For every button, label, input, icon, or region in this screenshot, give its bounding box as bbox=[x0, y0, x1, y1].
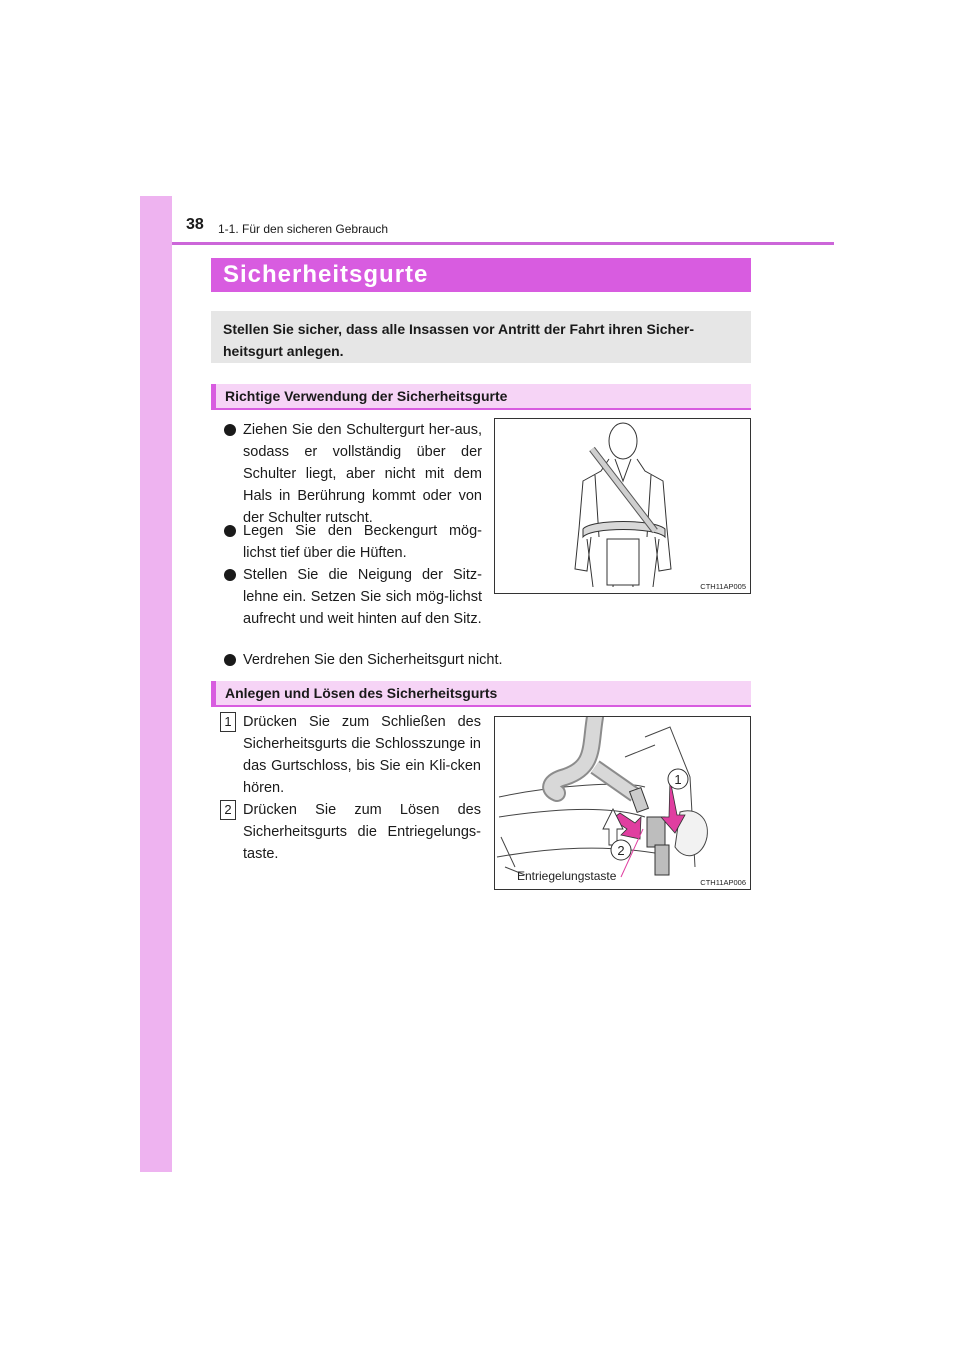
bullet-dot-icon bbox=[224, 424, 236, 436]
running-header: 1-1. Für den sicheren Gebrauch bbox=[218, 222, 389, 236]
callout-2: 2 bbox=[617, 843, 625, 858]
bullet-dot-icon bbox=[224, 654, 236, 666]
bullet-dot-icon bbox=[224, 569, 236, 581]
step-number: 2 bbox=[220, 800, 236, 820]
section-heading-fastening bbox=[211, 681, 751, 707]
figure-label: Entriegelungstaste bbox=[517, 869, 617, 883]
page-title: Sicherheitsgurte bbox=[223, 261, 429, 288]
intro-text: Stellen Sie sicher, dass alle Insassen vor Antritt der Fahrt ihren Sicher-heitsgurt anlegen. bbox=[223, 321, 694, 359]
figure-seatbelt-worn bbox=[494, 418, 751, 594]
callout-1: 1 bbox=[674, 772, 682, 787]
page-number: 38 bbox=[186, 216, 204, 233]
step-number: 1 bbox=[220, 712, 236, 732]
seated-person-illustration bbox=[495, 419, 750, 593]
title-bar bbox=[211, 258, 751, 292]
section-heading-usage bbox=[211, 384, 751, 410]
bullet-dot-icon bbox=[224, 525, 236, 537]
section-heading-text: Richtige Verwendung der Sicherheitsgurte bbox=[225, 388, 508, 404]
figure-buckle bbox=[494, 716, 751, 890]
buckle-illustration bbox=[495, 717, 750, 889]
figure-code: CTH11AP005 bbox=[700, 582, 746, 591]
header-rule bbox=[172, 242, 834, 245]
section-heading-text: Anlegen und Lösen des Sicherheitsgurts bbox=[225, 685, 498, 701]
figure-code: CTH11AP006 bbox=[700, 878, 746, 887]
intro-box bbox=[211, 311, 751, 363]
side-color-bar bbox=[140, 196, 172, 1172]
